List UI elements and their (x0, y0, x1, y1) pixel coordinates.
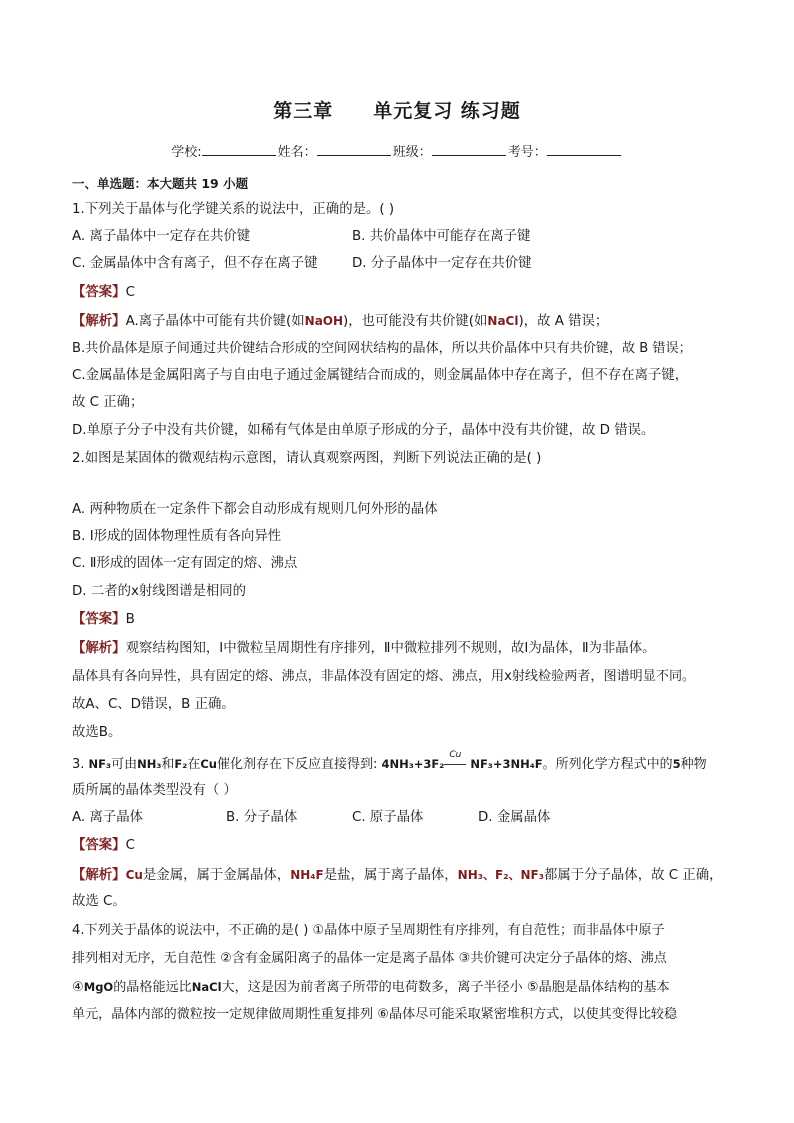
q1-option-d: D. 分子晶体中一定存在共价键 (352, 256, 532, 271)
q2-analysis-line-4: 故选B。 (72, 725, 122, 740)
chem-formula: NH₃、F₂、NF₃ (457, 868, 544, 882)
analysis-label: 【解析】 (72, 314, 126, 329)
chem-formula: NF₃ (88, 757, 112, 771)
stem-text: 。所列化学方程式中的 (542, 757, 673, 772)
q3-answer (72, 837, 732, 855)
q2-option-b: B. Ⅰ形成的固体物理性质有各向异性 (72, 529, 282, 544)
stem-text: 和 (161, 757, 175, 772)
q1-option-a: A. 离子晶体中一定存在共价键 (72, 229, 251, 244)
chem-formula: Cu (200, 757, 217, 771)
q3-option-a: A. 离子晶体 (72, 810, 143, 825)
analysis-text: 观察结构图知，Ⅰ中微粒呈周期性有序排列，Ⅱ中微粒排列不规则，故Ⅰ为晶体，Ⅱ为非晶体。 (125, 641, 656, 656)
q3-stem-line-2: 质所属的晶体类型没有（ ） (72, 783, 237, 798)
catalyst-arrow (444, 750, 466, 774)
chem-formula: NH₄F (290, 868, 324, 882)
q1-analysis-line-2: B.共价晶体是原子间通过共价键结合形成的空间网状结构的晶体，所以共价晶体中只有共价键，故 B 错误； (72, 341, 692, 356)
school-label: 学校: (171, 145, 202, 160)
answer-label: 【答案】 (72, 838, 126, 853)
q2-answer (72, 611, 732, 629)
stem-text: 大，这是因为前者离子所带的电荷数多，离子半径小 ⑤晶胞是晶体结构的基本 (221, 980, 670, 995)
q2-analysis-line-3: 故A、C、D错误，B 正确。 (72, 697, 235, 712)
q3-analysis-line-1 (72, 866, 732, 885)
stem-text: 催化剂存在下反应直接得到: (216, 757, 382, 772)
name-blank[interactable] (317, 143, 391, 156)
q1-analysis-line-4: 故 C 正确； (72, 395, 144, 410)
analysis-text: )，故 A 错误； (518, 314, 609, 329)
q2-option-c: C. Ⅱ形成的固体一定有固定的熔、沸点 (72, 556, 298, 571)
chem-formula: MgO (83, 980, 114, 994)
chem-formula: NH₃ (137, 757, 162, 771)
section-heading: 一、单选题：本大题共 19 小题 (72, 176, 249, 191)
stem-text: 种物 (680, 757, 707, 772)
analysis-label: 【解析】 (72, 641, 126, 656)
name-label: 姓名： (277, 145, 317, 160)
chem-formula: NaCl (191, 980, 222, 994)
q2-stem: 2.如图是某固体的微观结构示意图，请认真观察两图，判断下列说法正确的是( ) (72, 451, 542, 466)
q3-option-c: C. 原子晶体 (352, 810, 424, 825)
analysis-text: A.离子晶体中可能有共价键(如 (125, 314, 305, 329)
answer-label: 【答案】 (72, 285, 126, 300)
q1-analysis-line-3: C.金属晶体是金属阳离子与自由电子通过金属键结合而成的，则金属晶体中存在离子，但不存在离子键， (72, 368, 689, 383)
student-info-line (0, 141, 794, 160)
q4-stem-line-1: 4.下列关于晶体的说法中，不正确的是( ) ①晶体中原子呈周期性有序排列，有自范性；而非晶体中原子 (72, 923, 665, 938)
analysis-text: 都属于分子晶体，故 C 正确， (543, 868, 723, 883)
answer-value: B (125, 612, 135, 627)
number-label: 考号： (507, 145, 547, 160)
q2-option-d: D. 二者的x射线图谱是相同的 (72, 584, 247, 599)
q2-analysis-line-2: 晶体具有各向异性，具有固定的熔、沸点，非晶体没有固定的熔、沸点，用x射线检验两者，图谱明显不同。 (72, 669, 696, 684)
analysis-text: )，也可能没有共价键(如 (343, 314, 488, 329)
class-blank[interactable] (432, 143, 506, 156)
q1-answer (72, 284, 732, 302)
q4-stem-line-2: 排列相对无序，无自范性 ②含有金属阳离子的晶体一定是离子晶体 ③共价键可决定分子晶体的熔、沸点 (72, 951, 667, 966)
q3-option-d: D. 金属晶体 (478, 810, 551, 825)
analysis-text: 是金属，属于金属晶体， (142, 868, 291, 883)
analysis-text: 是盐，属于离子晶体， (323, 868, 458, 883)
q4-stem-line-4: 单元，晶体内部的微粒按一定规律做周期性重复排列 ⑥晶体尽可能采取紧密堆积方式，以使其变得比较稳 (72, 1007, 678, 1022)
q4-stem-line-3 (72, 978, 732, 997)
q1-stem: 1.下列关于晶体与化学键关系的说法中，正确的是。( ) (72, 202, 395, 217)
catalyst-label: Cu (449, 750, 462, 760)
stem-text: 在 (187, 757, 201, 772)
answer-value: C (125, 285, 135, 300)
equation-reactants: 4NH₃+3F₂ (381, 757, 445, 771)
stem-text: ④ (72, 980, 84, 995)
analysis-label: 【解析】 (72, 868, 126, 883)
q2-analysis-line-1 (72, 640, 732, 658)
number-five: 5 (672, 757, 681, 771)
q3-stem-line-1 (72, 750, 732, 774)
q1-analysis-line-1 (72, 312, 732, 331)
chem-formula: NaCl (487, 314, 519, 328)
stem-text: 可由 (111, 757, 138, 772)
q3-option-b: B. 分子晶体 (226, 810, 298, 825)
stem-text: 3. (72, 757, 89, 772)
page-title: 第三章 单元复习 练习题 (273, 100, 521, 122)
q2-option-a: A. 两种物质在一定条件下都会自动形成有规则几何外形的晶体 (72, 502, 438, 517)
answer-value: C (125, 838, 135, 853)
q1-option-c: C. 金属晶体中含有离子，但不存在离子键 (72, 256, 318, 271)
class-label: 班级： (392, 145, 432, 160)
q1-analysis-line-5: D.单原子分子中没有共价键，如稀有气体是由单原子形成的分子，晶体中没有共价键，故 D 错误。 (72, 423, 655, 438)
equation-products: NF₃+3NH₄F (466, 757, 543, 771)
q1-option-b: B. 共价晶体中可能存在离子键 (352, 229, 531, 244)
answer-label: 【答案】 (72, 612, 126, 627)
chem-formula: NaOH (304, 314, 344, 328)
chem-formula: Cu (125, 868, 143, 882)
q3-analysis-line-2: 故选 C。 (72, 894, 126, 909)
stem-text: 的晶格能远比 (113, 980, 192, 995)
chem-formula: F₂ (174, 757, 188, 771)
number-blank[interactable] (547, 143, 621, 156)
school-blank[interactable] (202, 143, 276, 156)
